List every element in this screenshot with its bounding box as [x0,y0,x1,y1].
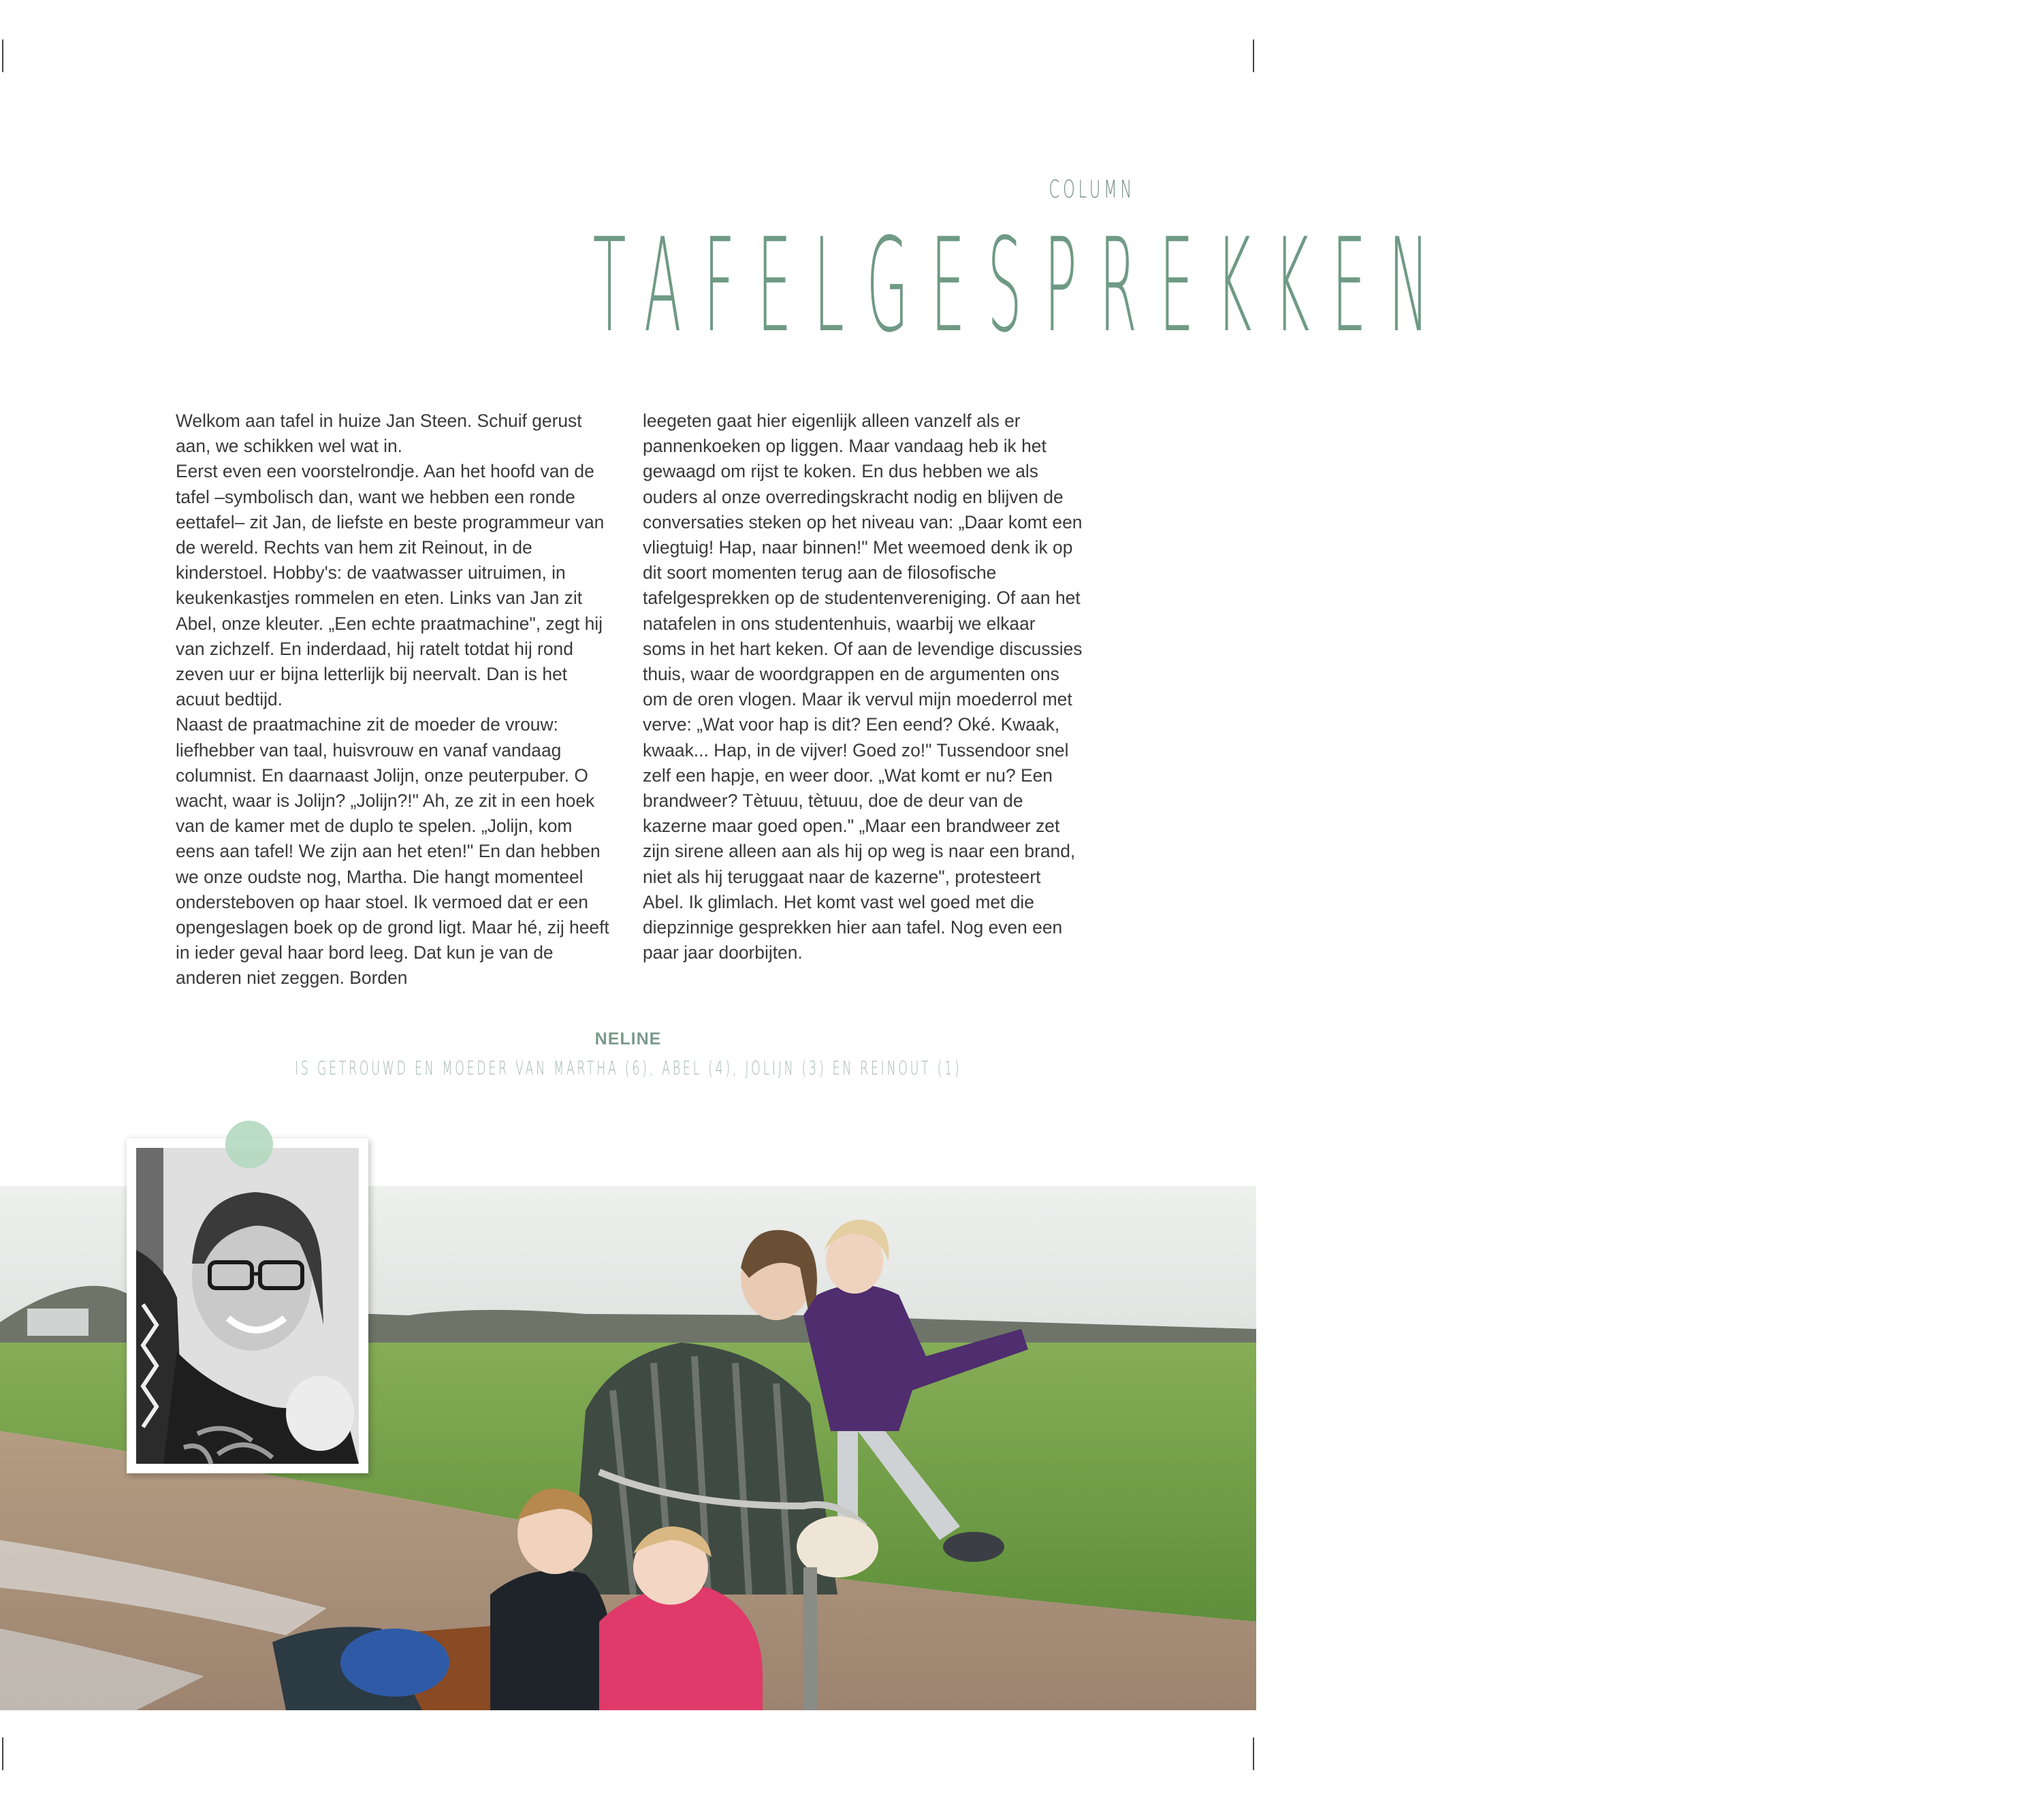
article-column-left [176,408,616,991]
article-column-right [643,408,1083,965]
crop-mark-top-right [1253,39,1254,72]
page-title [0,210,1452,361]
section-label: COLUMN [1049,176,1135,204]
paragraph: Eerst even een voorstelrondje. Aan het hoofd van de tafel –symbolisch dan, want we hebben een ronde eettafel– zit Jan, de liefste en beste programmeur van de wereld. Rechts van hem zit Reinout, in de kinderstoel. Hobby's: de vaatwasser uitruimen, in keukenkastjes rommelen en eten. Links van Jan zit Abel, onze kleuter. „Een echte praatmachine", zegt hij van zichzelf. En inderdaad, hij ratelt totdat hij rond zeven uur er bijna letterlijk bij neervalt. Dan is het acuut bedtijd. [176,461,605,710]
pin-dot [225,1121,273,1168]
author-bio [0,1057,1256,1079]
paragraph: leegeten gaat hier eigenlijk alleen vanzelf als er pannenkoeken op liggen. Maar vandaag heb ik het gewaagd om rijst te koken. En dus hebben we als ouders al onze overredingskracht nodig en blijven de conversaties steken op het niveau van: „Daar komt een vliegtuig! Hap, naar binnen!" Met weemoed denk ik op dit soort momenten terug aan de filosofische tafelgesprekken op de studentenvereniging. Of aan het natafelen in ons studentenhuis, waarbij we elkaar soms in het hart keken. Of aan de levendige discussies thuis, waar de woordgrappen en de argumenten ons om de oren vlogen. Maar ik vervul mijn moederrol met verve: „Wat voor hap is dit? Een eend? Oké. Kwaak, kwaak... Hap, in de vijver! Goed zo!" Tussendoor snel zelf een hapje, en weer door. „Wat komt er nu? Een brandweer? Tètuuu, tètuuu, doe de deur van de kazerne maar goed open." „Maar een brandweer zet zijn sirene alleen aan als hij op weg is naar een brand, niet als hij teruggaat naar de kazerne", protesteert Abel. Ik glimlach. Het komt vast wel goed met die diepzinnige gesprekken hier aan tafel. Nog even een paar jaar doorbijten. [643,411,1083,963]
paragraph: Naast de praatmachine zit de moeder de vrouw: liefhebber van taal, huisvrouw en vanaf vandaag columnist. En daarnaast Jolijn, onze peuterpuber. O wacht, waar is Jolijn? „Jolijn?!" Ah, ze zit in een hoek van de kamer met de duplo te spelen. „Jolijn, kom eens aan tafel! We zijn aan het eten!" En dan hebben we onze oudste nog, Martha. Die hangt momenteel ondersteboven op haar stoel. Ik vermoed dat er een opengeslagen boek op de grond ligt. Maar hé, zij heeft in ieder geval haar bord leeg. Dat kun je van de anderen niet zeggen. Borden [176,714,609,989]
paragraph: Welkom aan tafel in huize Jan Steen. Schuif gerust aan, we schikken wel wat in. [176,411,582,457]
page-title-text: TAFELGESPREKKEN [592,210,1452,361]
author-bio-text: IS GETROUWD EN MOEDER VAN MARTHA (6), ABEL (4), JOLIJN (3) EN REINOUT (1) [294,1057,962,1079]
author-portrait [127,1138,368,1473]
crop-mark-bottom-right [1253,1737,1254,1770]
crop-mark-bottom-left [2,1737,3,1770]
article-body [176,408,1083,994]
crop-mark-top-left [2,39,3,72]
author-name: NELINE [594,1029,662,1048]
